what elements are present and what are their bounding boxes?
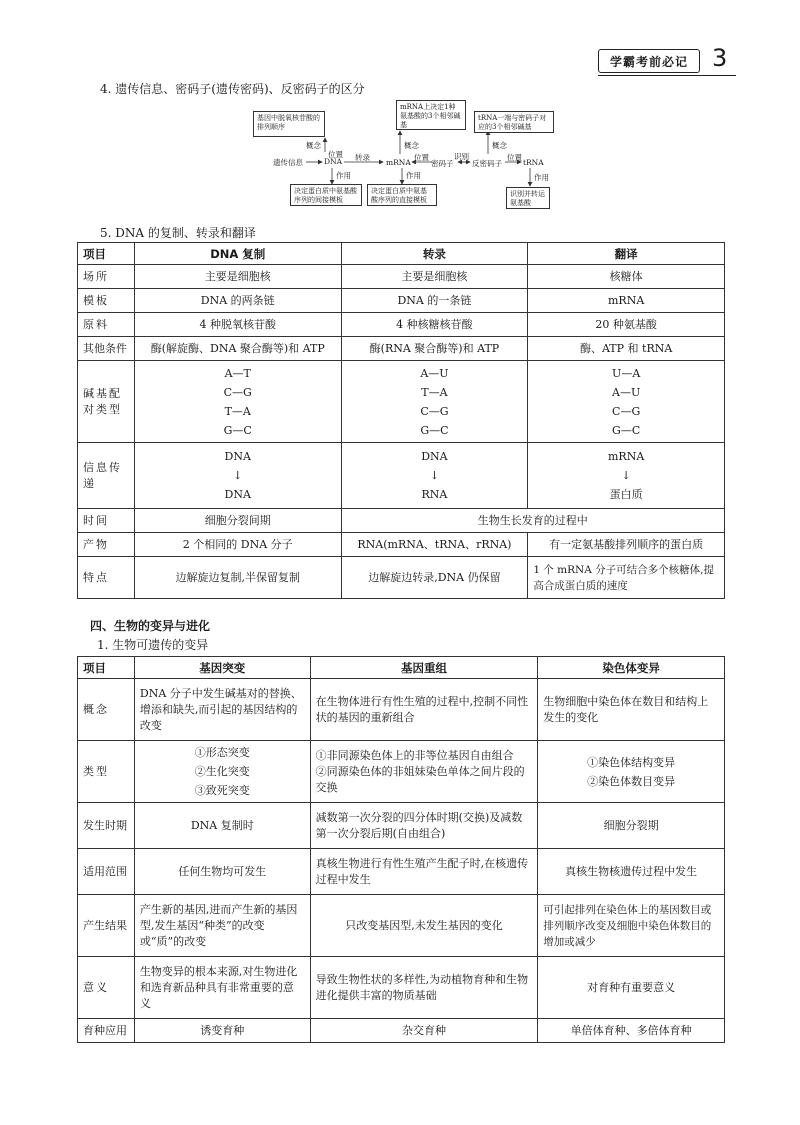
- pair: A—U: [612, 385, 641, 399]
- cell: [528, 361, 725, 443]
- cell: 可引起排列在染色体上的基因数目或排列顺序改变及细胞中染色体数目的增加或减少: [538, 895, 725, 957]
- info-step: DNA: [224, 450, 251, 463]
- cell: 细胞分裂间期: [134, 509, 341, 533]
- table-row: [78, 337, 725, 361]
- header-item: 项目: [78, 657, 135, 679]
- down-arrow-icon: ↓: [429, 469, 440, 482]
- header-badge: 学霸考前必记: [598, 49, 700, 73]
- cell: 边解旋边复制,半保留复制: [134, 557, 341, 599]
- cell: 1 个 mRNA 分子可结合多个核糖体,提高合成蛋白质的速度: [528, 557, 725, 599]
- info-step: 蛋白质: [609, 488, 643, 501]
- header-chromosome-variation: 染色体变异: [538, 657, 725, 679]
- box-indirect-template: 决定蛋白质中氨基酸序列的间接模板: [290, 184, 362, 206]
- cell: 任何生物均可发生: [134, 849, 310, 895]
- cell: [134, 443, 341, 509]
- table-row: [78, 803, 725, 849]
- label-position-2: 位置: [414, 153, 429, 162]
- box-nucleotide-sequence: 基因中脱氧核苷酸的排列顺序: [253, 111, 325, 137]
- row-label-breeding: 育种应用: [78, 1019, 135, 1043]
- label-genetic-info: 遗传信息: [273, 158, 303, 167]
- table-header-row: [78, 243, 725, 265]
- info-step: DNA: [224, 488, 251, 501]
- type-item: ①形态突变: [194, 746, 250, 759]
- label-dna: DNA: [324, 157, 342, 166]
- type-item: ①染色体结构变异: [587, 755, 676, 769]
- info-step: mRNA: [608, 450, 645, 463]
- cell: 生物变异的根本来源,对生物进化和选育新品种具有非常重要的意义: [134, 957, 310, 1019]
- cell: 酶、ATP 和 tRNA: [528, 337, 725, 361]
- label-concept-1: 概念: [306, 141, 321, 150]
- label-position-1: 位置: [328, 150, 343, 159]
- cell: DNA 复制时: [134, 803, 310, 849]
- section4-title: 4. 遗传信息、密码子(遗传密码)、反密码子的区分: [100, 82, 365, 96]
- type-item: ②同源染色体的非姐妹染色单体之间片段的交换: [315, 764, 525, 794]
- cell: DNA 分子中发生碱基对的替换、增添和缺失,而引起的基因结构的改变: [134, 679, 310, 741]
- box-codon-definition: mRNA上决定1种氨基酸的3个相邻碱基: [396, 100, 466, 130]
- cell: [341, 443, 528, 509]
- cell: 导致生物性状的多样性,为动植物育种和生物进化提供丰富的物质基础: [310, 957, 538, 1019]
- label-anticodon: 反密码子: [472, 159, 502, 168]
- row-label-concept: 概念: [78, 679, 135, 741]
- label-position-3: 位置: [507, 153, 522, 162]
- header-replication: DNA 复制: [134, 243, 341, 265]
- row-label-product: 产物: [78, 533, 135, 557]
- pair: T—A: [421, 385, 448, 399]
- cell: 4 种脱氧核苷酸: [134, 313, 341, 337]
- table-row: [78, 533, 725, 557]
- cell: [341, 361, 528, 443]
- down-arrow-icon: ↓: [621, 469, 631, 482]
- header-gene-recombination: 基因重组: [310, 657, 538, 679]
- pair: C—G: [420, 404, 449, 418]
- table-row: [78, 289, 725, 313]
- label-function-2: 作用: [406, 171, 421, 180]
- label-concept-3: 概念: [492, 141, 507, 150]
- cell: [134, 361, 341, 443]
- pair: G—C: [223, 423, 252, 437]
- row-label-other: 其他条件: [78, 337, 135, 361]
- cell: 杂交育种: [310, 1019, 538, 1043]
- row-label-pairing: [78, 361, 135, 443]
- table-row: [78, 741, 725, 803]
- label-transcription: 转录: [355, 153, 370, 162]
- variation-table: [77, 656, 725, 1043]
- cell: 细胞分裂期: [538, 803, 725, 849]
- pair: C—G: [223, 385, 252, 399]
- table-row: [78, 443, 725, 509]
- cell: 主要是细胞核: [134, 265, 341, 289]
- label-trna: tRNA: [523, 158, 544, 167]
- header-item: 项目: [78, 243, 135, 265]
- cell: 主要是细胞核: [341, 265, 528, 289]
- cell: [310, 741, 538, 803]
- cell: 生物细胞中染色体在数目和结构上发生的变化: [538, 679, 725, 741]
- label-function-1: 作用: [336, 171, 351, 180]
- table-header-row: [78, 657, 725, 679]
- cell: 诱变育种: [134, 1019, 310, 1043]
- header-translation: 翻译: [528, 243, 725, 265]
- replication-table: [77, 242, 725, 599]
- pairing-label-line2: 对类型: [83, 402, 122, 416]
- header-transcription: 转录: [341, 243, 528, 265]
- down-arrow-icon: ↓: [233, 469, 243, 482]
- cell: 对育种有重要意义: [538, 957, 725, 1019]
- pair: A—T: [224, 366, 251, 380]
- label-function-3: 作用: [534, 173, 549, 182]
- cell: [528, 443, 725, 509]
- page-number: 3: [712, 44, 728, 72]
- cell: 减数第一次分裂的四分体时期(交换)及减数第一次分裂后期(自由组合): [310, 803, 538, 849]
- table-row: [78, 265, 725, 289]
- header-gene-mutation: 基因突变: [134, 657, 310, 679]
- table-row: [78, 895, 725, 957]
- cell: 产生新的基因,进而产生新的基因型,发生基因“种类”的改变或“质”的改变: [134, 895, 310, 957]
- pair: T—A: [224, 404, 251, 418]
- pair: G—C: [420, 423, 449, 437]
- table-row: [78, 361, 725, 443]
- cell: 2 个相同的 DNA 分子: [134, 533, 341, 557]
- table-row: [78, 1019, 725, 1043]
- cell: DNA 的两条链: [134, 289, 341, 313]
- pair: U—A: [612, 366, 641, 380]
- pair: C—G: [612, 404, 641, 418]
- header-rule: [598, 75, 736, 76]
- cell: 真核生物进行有性生殖产生配子时,在核遗传过程中发生: [310, 849, 538, 895]
- row-label-scope: 适用范围: [78, 849, 135, 895]
- type-item: ②生化突变: [194, 765, 250, 778]
- pair: A—U: [420, 366, 449, 380]
- cell: DNA 的一条链: [341, 289, 528, 313]
- box-direct-template: 决定蛋白质中氨基酸序列的直接模板: [367, 184, 437, 206]
- table-row: [78, 313, 725, 337]
- cell: 有一定氨基酸排列顺序的蛋白质: [528, 533, 725, 557]
- table-row: [78, 509, 725, 533]
- cell: 4 种核糖核苷酸: [341, 313, 528, 337]
- row-label-result: 产生结果: [78, 895, 135, 957]
- row-label-place: 场所: [78, 265, 135, 289]
- part4-title: 四、生物的变异与进化: [90, 619, 211, 633]
- row-label-time: 时间: [78, 509, 135, 533]
- part4-subtitle: 1. 生物可遗传的变异: [97, 638, 209, 652]
- cell: 单倍体育种、多倍体育种: [538, 1019, 725, 1043]
- table-row: [78, 679, 725, 741]
- cell: 在生物体进行有性生殖的过程中,控制不同性状的基因的重新组合: [310, 679, 538, 741]
- label-concept-2: 概念: [404, 141, 419, 150]
- cell: 20 种氨基酸: [528, 313, 725, 337]
- cell: [538, 741, 725, 803]
- cell: 真核生物核遗传过程中发生: [538, 849, 725, 895]
- type-item: ③致死突变: [194, 784, 250, 797]
- table-row: [78, 957, 725, 1019]
- cell: 只改变基因型,未发生基因的变化: [310, 895, 538, 957]
- row-label-timing: 发生时期: [78, 803, 135, 849]
- row-label-meaning: 意义: [78, 957, 135, 1019]
- cell: 酶(解旋酶、DNA 聚合酶等)和 ATP: [134, 337, 341, 361]
- cell: [134, 741, 310, 803]
- box-anticodon-definition: tRNA一端与密码子对应的3个相邻碱基: [474, 111, 554, 133]
- box-recognize-transport: 识别并转运氨基酸: [506, 187, 550, 209]
- row-label-type: 类型: [78, 741, 135, 803]
- section5-title: 5. DNA 的复制、转录和翻译: [100, 226, 256, 240]
- cell: mRNA: [528, 289, 725, 313]
- row-label-material: 原料: [78, 313, 135, 337]
- codon-diagram: [240, 96, 560, 221]
- table-row: [78, 557, 725, 599]
- type-item: ②染色体数目变异: [587, 774, 676, 788]
- label-mrna: mRNA: [386, 158, 411, 167]
- cell: 边解旋边转录,DNA 仍保留: [341, 557, 528, 599]
- cell: 核糖体: [528, 265, 725, 289]
- pairing-label-line1: 碱基配: [83, 386, 122, 400]
- label-codon: 密码子: [431, 159, 454, 168]
- cell: 酶(RNA 聚合酶等)和 ATP: [341, 337, 528, 361]
- row-label-feature: 特点: [78, 557, 135, 599]
- row-label-info: 信息传递: [78, 443, 135, 509]
- cell: 生物生长发育的过程中: [341, 509, 724, 533]
- pair: G—C: [612, 423, 641, 437]
- row-label-template: 模板: [78, 289, 135, 313]
- table-row: [78, 849, 725, 895]
- info-step: RNA: [421, 488, 448, 501]
- cell: RNA(mRNA、tRNA、rRNA): [341, 533, 528, 557]
- info-step: DNA: [421, 450, 448, 463]
- label-recognition: 识别: [454, 152, 469, 161]
- type-item: ①非同源染色体上的非等位基因自由组合: [315, 748, 514, 762]
